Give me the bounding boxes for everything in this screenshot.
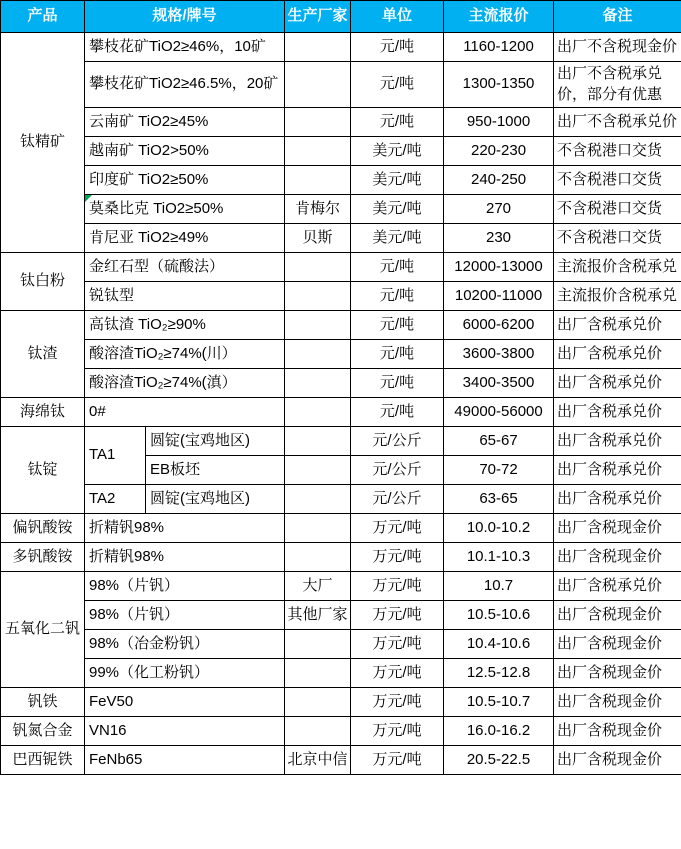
unit-cell	[351, 311, 444, 340]
unit-cell	[351, 369, 444, 398]
spec-cell-text: 越南矿 TiO2>50%	[89, 141, 209, 159]
manufacturer-cell	[285, 224, 351, 253]
table-row	[1, 282, 681, 311]
note-cell	[554, 427, 681, 456]
table-row	[1, 311, 681, 340]
note-cell	[554, 456, 681, 485]
note-cell	[554, 514, 681, 543]
table-row	[1, 62, 681, 108]
manufacturer-cell	[285, 253, 351, 282]
price-cell-text: 10.5-10.7	[466, 692, 531, 710]
table-row	[1, 166, 681, 195]
table-row	[1, 427, 681, 456]
product-cell-text: 钛渣	[27, 344, 58, 362]
spec-cell	[85, 398, 285, 427]
table-row	[1, 108, 681, 137]
table-row	[1, 514, 681, 543]
unit-cell-text: 元/吨	[379, 373, 415, 391]
product-cell	[1, 33, 85, 253]
grade-cell-text: TA1	[89, 446, 116, 464]
unit-cell	[351, 62, 444, 108]
price-cell-text: 16.0-16.2	[466, 721, 531, 739]
note-cell	[554, 311, 681, 340]
col-header-price: 主流报价	[444, 1, 554, 33]
unit-cell	[351, 224, 444, 253]
note-cell-text: 出厂含税承兑价	[557, 402, 663, 420]
manufacturer-cell-text: 贝斯	[302, 228, 333, 246]
price-cell	[444, 456, 554, 485]
spec-cell-text: 锐钛型	[89, 286, 135, 304]
note-cell	[554, 688, 681, 717]
price-cell-text: 12000-13000	[454, 257, 543, 275]
price-cell	[444, 224, 554, 253]
manufacturer-cell	[285, 717, 351, 746]
manufacturer-cell	[285, 62, 351, 108]
price-cell	[444, 62, 554, 108]
price-cell-text: 1300-1350	[462, 75, 535, 93]
table-row	[1, 33, 681, 62]
manufacturer-cell	[285, 195, 351, 224]
price-cell-text: 220-230	[470, 141, 527, 159]
product-cell-text: 钒氮合金	[12, 721, 73, 739]
product-cell-text: 海绵钛	[19, 402, 65, 420]
price-cell	[444, 543, 554, 572]
spec-cell	[85, 108, 285, 137]
unit-cell-text: 元/吨	[379, 112, 415, 130]
note-cell-text: 出厂含税现金价	[557, 750, 663, 768]
note-cell-text: 不含税港口交货	[557, 170, 663, 188]
unit-cell	[351, 456, 444, 485]
note-cell	[554, 166, 681, 195]
unit-cell	[351, 33, 444, 62]
product-cell	[1, 543, 85, 572]
manufacturer-cell	[285, 514, 351, 543]
note-cell	[554, 717, 681, 746]
note-cell	[554, 601, 681, 630]
price-cell	[444, 601, 554, 630]
manufacturer-cell	[285, 33, 351, 62]
unit-cell-text: 元/公斤	[372, 489, 422, 507]
spec-cell	[85, 137, 285, 166]
note-cell-text: 不含税港口交货	[557, 228, 663, 246]
note-cell	[554, 485, 681, 514]
comment-flag-icon	[85, 195, 92, 202]
price-cell	[444, 369, 554, 398]
unit-cell	[351, 253, 444, 282]
spec-cell-text: 98%（片钒）	[89, 605, 180, 623]
spec-cell-text: 折精钒98%	[89, 547, 165, 565]
manufacturer-cell-text: 北京中信	[287, 750, 348, 768]
table-row	[1, 659, 681, 688]
price-cell	[444, 340, 554, 369]
note-cell	[554, 369, 681, 398]
spec-cell	[85, 282, 285, 311]
note-cell-text: 出厂含税现金价	[557, 663, 663, 681]
unit-cell-text: 元/吨	[379, 257, 415, 275]
manufacturer-cell	[285, 166, 351, 195]
unit-cell-text: 万元/吨	[372, 721, 422, 739]
product-cell-text: 钛锭	[27, 460, 58, 478]
price-cell-text: 10.1-10.3	[466, 547, 531, 565]
table-row	[1, 572, 681, 601]
spec-cell	[146, 456, 285, 485]
product-cell-text: 钒铁	[27, 692, 58, 710]
note-cell-text: 出厂含税现金价	[557, 547, 663, 565]
col-header-spec: 规格/牌号	[85, 1, 285, 33]
col-header-note: 备注	[554, 1, 681, 33]
price-cell-text: 270	[486, 199, 512, 217]
unit-cell-text: 美元/吨	[372, 228, 422, 246]
spec-cell	[85, 572, 285, 601]
unit-cell-text: 万元/吨	[372, 605, 422, 623]
price-cell-text: 10.4-10.6	[466, 634, 531, 652]
price-cell-text: 65-67	[479, 431, 518, 449]
note-cell	[554, 746, 681, 775]
product-cell	[1, 398, 85, 427]
price-cell	[444, 717, 554, 746]
product-cell	[1, 746, 85, 775]
table-row	[1, 688, 681, 717]
unit-cell-text: 元/吨	[379, 402, 415, 420]
note-cell	[554, 572, 681, 601]
note-cell	[554, 282, 681, 311]
manufacturer-cell	[285, 485, 351, 514]
price-cell-text: 10.5-10.6	[466, 605, 531, 623]
product-cell-text: 多钒酸铵	[12, 547, 73, 565]
note-cell-text: 不含税港口交货	[557, 141, 663, 159]
manufacturer-cell	[285, 746, 351, 775]
col-header-product: 产品	[1, 1, 85, 33]
spec-cell	[85, 369, 285, 398]
unit-cell-text: 元/公斤	[372, 460, 422, 478]
table-row	[1, 137, 681, 166]
table-row	[1, 253, 681, 282]
price-cell-text: 1160-1200	[463, 37, 534, 55]
price-cell-text: 10.0-10.2	[466, 518, 531, 536]
spec-cell-text: 攀枝花矿TiO2≥46%，10矿	[89, 37, 266, 55]
manufacturer-cell	[285, 659, 351, 688]
price-cell	[444, 33, 554, 62]
spec-cell	[85, 224, 285, 253]
spec-cell-text: 圆锭(宝鸡地区)	[150, 431, 250, 449]
spec-cell-text: 圆锭(宝鸡地区)	[150, 489, 250, 507]
manufacturer-cell	[285, 340, 351, 369]
price-cell-text: 12.5-12.8	[466, 663, 531, 681]
price-cell	[444, 572, 554, 601]
price-cell-text: 20.5-22.5	[466, 750, 531, 768]
unit-cell-text: 元/公斤	[372, 431, 422, 449]
spec-cell	[146, 427, 285, 456]
unit-cell-text: 元/吨	[379, 315, 415, 333]
unit-cell	[351, 601, 444, 630]
spec-cell	[85, 340, 285, 369]
unit-cell-text: 元/吨	[379, 344, 415, 362]
grade-cell-text: TA2	[89, 489, 116, 507]
col-header-unit: 单位	[351, 1, 444, 33]
unit-cell	[351, 717, 444, 746]
spec-cell-text: 高钛渣 TiO₂≥90%	[89, 315, 206, 333]
table-row	[1, 224, 681, 253]
price-cell-text: 63-65	[479, 489, 518, 507]
price-cell-text: 3400-3500	[462, 373, 535, 391]
note-cell	[554, 224, 681, 253]
spec-cell-text: 酸溶渣TiO₂≥74%(滇）	[89, 373, 237, 391]
price-cell-text: 49000-56000	[454, 402, 543, 420]
spec-cell	[85, 659, 285, 688]
note-cell-text: 出厂不含税承兑价，部分有优惠	[557, 65, 663, 103]
table-row	[1, 485, 681, 514]
manufacturer-cell	[285, 601, 351, 630]
price-cell	[444, 398, 554, 427]
unit-cell	[351, 630, 444, 659]
spec-cell	[85, 543, 285, 572]
table-row	[1, 340, 681, 369]
unit-cell	[351, 688, 444, 717]
price-cell-text: 10200-11000	[454, 286, 543, 304]
price-cell-text: 70-72	[479, 460, 518, 478]
spec-cell	[85, 514, 285, 543]
unit-cell	[351, 340, 444, 369]
manufacturer-cell	[285, 108, 351, 137]
spec-cell	[85, 688, 285, 717]
unit-cell-text: 万元/吨	[372, 576, 422, 594]
table-row	[1, 369, 681, 398]
unit-cell-text: 万元/吨	[372, 518, 422, 536]
note-cell-text: 出厂含税承兑价	[557, 373, 663, 391]
table-body	[1, 33, 681, 775]
unit-cell-text: 元/吨	[379, 286, 415, 304]
table-row	[1, 601, 681, 630]
price-cell	[444, 166, 554, 195]
price-cell	[444, 688, 554, 717]
unit-cell	[351, 746, 444, 775]
manufacturer-cell	[285, 398, 351, 427]
note-cell	[554, 398, 681, 427]
table-row	[1, 195, 681, 224]
note-cell	[554, 253, 681, 282]
spec-cell	[146, 485, 285, 514]
price-cell	[444, 630, 554, 659]
unit-cell-text: 元/吨	[379, 75, 415, 93]
unit-cell	[351, 398, 444, 427]
spec-cell-text: 98%（片钒）	[89, 576, 180, 594]
manufacturer-cell	[285, 572, 351, 601]
note-cell	[554, 543, 681, 572]
product-cell	[1, 253, 85, 311]
spec-cell	[85, 33, 285, 62]
manufacturer-cell	[285, 688, 351, 717]
col-header-manufacturer: 生产厂家	[285, 1, 351, 33]
price-cell	[444, 427, 554, 456]
unit-cell-text: 元/吨	[379, 37, 415, 55]
unit-cell	[351, 427, 444, 456]
price-cell	[444, 253, 554, 282]
note-cell-text: 出厂含税承兑价	[557, 431, 663, 449]
manufacturer-cell	[285, 427, 351, 456]
note-cell-text: 出厂含税现金价	[557, 605, 663, 623]
spec-cell-text: 98%（冶金粉钒）	[89, 634, 210, 652]
manufacturer-cell	[285, 137, 351, 166]
note-cell-text: 出厂含税承兑价	[557, 489, 663, 507]
note-cell-text: 出厂含税现金价	[557, 518, 663, 536]
price-cell	[444, 195, 554, 224]
product-cell-text: 巴西铌铁	[12, 750, 73, 768]
manufacturer-cell-text: 其他厂家	[287, 605, 348, 623]
note-cell-text: 出厂含税承兑价	[557, 315, 663, 333]
unit-cell	[351, 166, 444, 195]
note-cell	[554, 630, 681, 659]
note-cell-text: 出厂含税现金价	[557, 692, 663, 710]
spec-cell-text: 肯尼亚 TiO2≥49%	[89, 228, 209, 246]
note-cell-text: 出厂含税现金价	[557, 634, 663, 652]
unit-cell-text: 万元/吨	[372, 692, 422, 710]
product-cell-text: 五氧化二钒	[4, 620, 80, 638]
price-cell	[444, 746, 554, 775]
spec-cell-text: 印度矿 TiO2≥50%	[89, 170, 209, 188]
product-cell	[1, 311, 85, 398]
spec-cell	[85, 62, 285, 108]
spec-cell-text: 攀枝花矿TiO2≥46.5%，20矿	[89, 75, 279, 93]
spec-cell	[85, 746, 285, 775]
spec-cell	[85, 601, 285, 630]
note-cell-text: 出厂含税现金价	[557, 721, 663, 739]
unit-cell	[351, 514, 444, 543]
manufacturer-cell-text: 大厂	[302, 576, 333, 594]
note-cell	[554, 108, 681, 137]
price-cell	[444, 137, 554, 166]
note-cell	[554, 195, 681, 224]
manufacturer-cell	[285, 311, 351, 340]
price-cell-text: 6000-6200	[462, 315, 535, 333]
price-cell	[444, 659, 554, 688]
spec-cell-text: 酸溶渣TiO₂≥74%(川）	[89, 344, 237, 362]
spec-cell-text: 0#	[89, 402, 106, 420]
note-cell	[554, 659, 681, 688]
unit-cell-text: 美元/吨	[372, 199, 422, 217]
table-row	[1, 746, 681, 775]
unit-cell-text: 美元/吨	[372, 141, 422, 159]
spec-cell-text: VN16	[89, 721, 127, 739]
spec-cell	[85, 253, 285, 282]
unit-cell-text: 万元/吨	[372, 547, 422, 565]
price-cell	[444, 311, 554, 340]
price-cell-text: 950-1000	[466, 112, 531, 130]
product-cell	[1, 572, 85, 688]
spec-cell-text: 金红石型（硫酸法）	[89, 257, 225, 275]
table-row	[1, 630, 681, 659]
grade-cell	[85, 485, 146, 514]
note-cell	[554, 62, 681, 108]
price-cell	[444, 282, 554, 311]
unit-cell	[351, 572, 444, 601]
price-cell	[444, 108, 554, 137]
unit-cell-text: 美元/吨	[372, 170, 422, 188]
note-cell-text: 主流报价含税承兑	[557, 286, 678, 304]
note-cell-text: 出厂含税承兑价	[557, 344, 663, 362]
grade-cell	[85, 427, 146, 485]
product-cell-text: 钛精矿	[19, 133, 65, 151]
spec-cell	[85, 717, 285, 746]
spec-cell-text: FeV50	[89, 692, 134, 710]
spec-cell	[85, 166, 285, 195]
note-cell	[554, 137, 681, 166]
unit-cell	[351, 659, 444, 688]
table-header-row	[1, 1, 681, 33]
product-cell	[1, 514, 85, 543]
spec-cell	[85, 195, 285, 224]
note-cell-text: 主流报价含税承兑	[557, 257, 678, 275]
note-cell-text: 出厂不含税现金价	[557, 37, 678, 55]
note-cell-text: 出厂含税承兑价	[557, 460, 663, 478]
product-cell	[1, 427, 85, 514]
table-row	[1, 717, 681, 746]
spec-cell-text: FeNb65	[89, 750, 143, 768]
price-cell	[444, 514, 554, 543]
unit-cell	[351, 137, 444, 166]
table-row	[1, 398, 681, 427]
manufacturer-cell	[285, 543, 351, 572]
manufacturer-cell-text: 肯梅尔	[295, 199, 341, 217]
unit-cell-text: 万元/吨	[372, 750, 422, 768]
unit-cell-text: 万元/吨	[372, 663, 422, 681]
note-cell-text: 出厂不含税承兑价	[557, 112, 678, 130]
spec-cell-text: 莫桑比克 TiO2≥50%	[89, 199, 224, 217]
price-cell-text: 10.7	[483, 576, 514, 594]
note-cell-text: 出厂含税承兑价	[557, 576, 663, 594]
note-cell	[554, 340, 681, 369]
product-cell	[1, 717, 85, 746]
note-cell	[554, 33, 681, 62]
unit-cell	[351, 108, 444, 137]
spec-cell	[85, 311, 285, 340]
manufacturer-cell	[285, 456, 351, 485]
spec-cell-text: EB板坯	[150, 460, 201, 478]
spec-cell-text: 云南矿 TiO2≥45%	[89, 112, 209, 130]
price-cell	[444, 485, 554, 514]
price-cell-text: 230	[486, 228, 512, 246]
product-cell	[1, 688, 85, 717]
manufacturer-cell	[285, 369, 351, 398]
price-cell-text: 3600-3800	[462, 344, 535, 362]
note-cell-text: 不含税港口交货	[557, 199, 663, 217]
unit-cell-text: 万元/吨	[372, 634, 422, 652]
table-row	[1, 543, 681, 572]
spec-cell-text: 折精钒98%	[89, 518, 165, 536]
unit-cell	[351, 195, 444, 224]
unit-cell	[351, 282, 444, 311]
manufacturer-cell	[285, 630, 351, 659]
spec-cell-text: 99%（化工粉钒）	[89, 663, 210, 681]
price-cell-text: 240-250	[470, 170, 527, 188]
product-cell-text: 钛白粉	[19, 272, 65, 290]
product-cell-text: 偏钒酸铵	[12, 518, 73, 536]
spec-cell	[85, 630, 285, 659]
manufacturer-cell	[285, 282, 351, 311]
unit-cell	[351, 543, 444, 572]
unit-cell	[351, 485, 444, 514]
